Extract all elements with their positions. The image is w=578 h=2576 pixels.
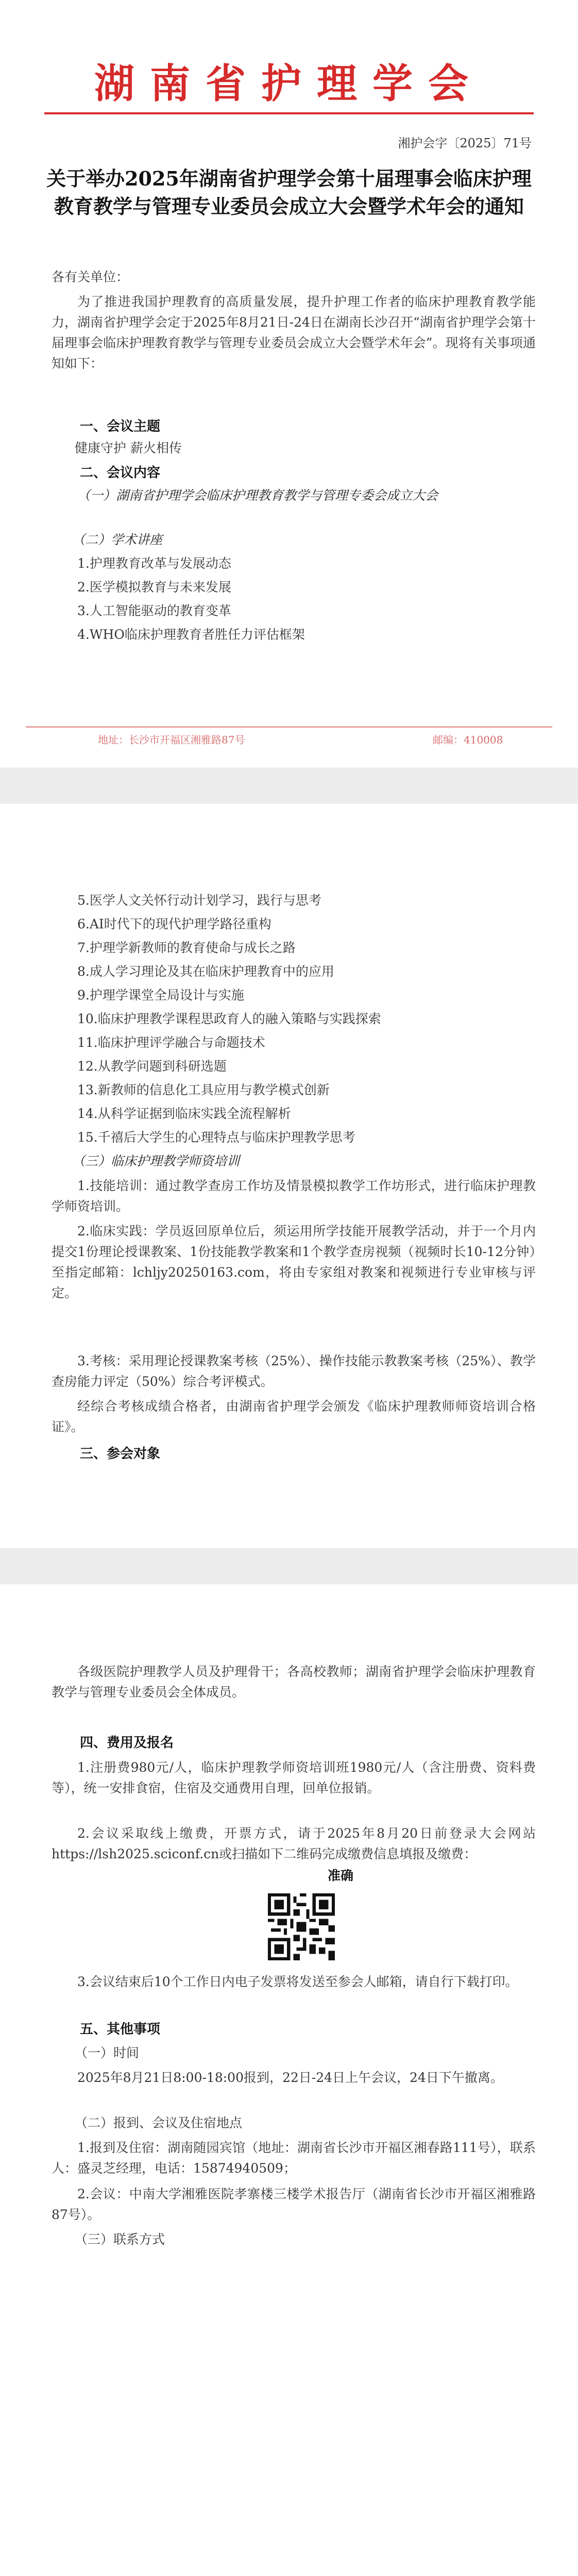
lecture-item: 5.医学人文关怀行动计划学习，践行与思考 [77, 893, 321, 908]
registration-qr-code[interactable] [268, 1893, 335, 1960]
lecture-item: 4.WHO临床护理教育者胜任力评估框架 [77, 627, 305, 642]
fee-item: 3.会议结束后10个工作日内电子发票将发送至参会人邮箱，请自行下载打印。 [77, 1974, 518, 1989]
contact-heading: （三）联系方式 [75, 2232, 165, 2247]
notice-title: 关于举办2025年湖南省护理学会第十届理事会临床护理教育教学与管理专业委员会成立大会暨学术年会的通知 [46, 167, 532, 218]
training-item: 2.临床实践：学员返回原单位后，须运用所学技能开展教学活动，并于一个月内提交1份理论授课教案、1份技能教学教案和1个教学查房视频（视频时长10-12分钟）至指定邮箱：lchljy20250163.com，将由专家组对教案和视频进行专业审核与评定。 [52, 1224, 536, 1300]
training-item: 3.考核：采用理论授课教案考核（25%）、操作技能示教教案考核（25%）、教学查房能力评定（50%）综合考评模式。 [52, 1353, 536, 1389]
footer-address: 地址：长沙市开福区湘雅路87号 [98, 734, 245, 746]
document-number: 湘护会字〔2025〕71号 [398, 136, 532, 150]
section-heading-other: 五、其他事项 [80, 2022, 161, 2037]
intro-paragraph: 为了推进我国护理教育的高质量发展，提升护理工作者的临床护理教育教学能力，湖南省护理学会定于2025年8月21日-24日在湖南长沙召开“湖南省护理学会第十届理事会临床护理教育教学与管理专业委员会成立大会暨学术年会”。现将有关事项通知如下： [52, 294, 536, 371]
lecture-item: 14.从科学证据到临床实践全流程解析 [77, 1106, 291, 1121]
document-page-1 [0, 0, 578, 768]
emphasis-word: 准确 [328, 1868, 354, 1883]
time-text: 2025年8月21日8:00-18:00报到，22日-24日上午会议，24日下午撤离。 [77, 2070, 503, 2085]
lecture-item: 12.从教学问题到科研选题 [77, 1059, 227, 1074]
lecture-item: 7.护理学新教师的教育使命与成长之路 [77, 940, 296, 955]
lecture-item: 13.新教师的信息化工具应用与教学模式创新 [77, 1082, 330, 1097]
training-item: 经综合考核成绩合格者，由湖南省护理学会颁发《临床护理教师师资培训合格证》。 [52, 1399, 536, 1434]
place-heading: （二）报到、会议及住宿地点 [75, 2115, 243, 2130]
lecture-item: 6.AI时代下的现代护理学路径重构 [77, 917, 271, 931]
footer-rule [26, 726, 552, 727]
time-heading: （一）时间 [75, 2045, 140, 2060]
lecture-item: 8.成人学习理论及其在临床护理教育中的应用 [77, 964, 334, 979]
qr-code-icon [268, 1893, 335, 1960]
lecture-item: 1.护理教育改革与发展动态 [77, 556, 231, 571]
place-item: 1.报到及住宿：湖南随园宾馆（地址：湖南省长沙市开福区湘春路111号），联系人：盛灵芝经理，电话：15874940509； [52, 2140, 536, 2176]
lecture-item: 11.临床护理评学融合与命题技术 [77, 1035, 265, 1050]
lecture-item: 15.千禧后大学生的心理特点与临床护理教学思考 [77, 1130, 355, 1145]
attendees-text: 各级医院护理教学人员及护理骨干；各高校教师；湖南省护理学会临床护理教育教学与管理专业委员会全体成员。 [52, 1664, 536, 1700]
part2-heading: （二）学术讲座 [72, 532, 163, 547]
lecture-item: 10.临床护理教学课程思政育人的融入策略与实践探索 [77, 1011, 381, 1026]
section-heading-fees: 四、费用及报名 [80, 1735, 174, 1751]
salutation: 各有关单位： [52, 269, 129, 284]
section-heading-attendees: 三、参会对象 [80, 1446, 161, 1462]
section-heading-theme: 一、会议主题 [80, 419, 161, 434]
fee-item: 2.会议采取线上缴费，开票方式，请于2025年8月20日前登录大会网站https://lsh2025.sciconf.cn或扫描如下二维码完成缴费信息填报及缴费： [52, 1826, 536, 1861]
place-item: 2.会议：中南大学湘雅医院孝寨楼三楼学术报告厅（湖南省长沙市开福区湘雅路87号）。 [52, 2187, 536, 2222]
document-page-3 [0, 1584, 578, 2576]
section-heading-content: 二、会议内容 [80, 465, 161, 481]
header-red-rule [44, 112, 534, 114]
document-page-2 [0, 804, 578, 1548]
lecture-item: 3.人工智能驱动的教育变革 [77, 603, 231, 618]
part1-heading: （一）湖南省护理学会临床护理教育教学与管理专委会成立大会 [77, 488, 438, 503]
footer-postcode: 邮编：410008 [433, 734, 503, 746]
fee-item: 1.注册费980元/人，临床护理教学师资培训班1980元/人（含注册费、资料费等），统一安排食宿，住宿及交通费用自理，回单位报销。 [52, 1760, 536, 1795]
lecture-item: 2.医学模拟教育与未来发展 [77, 580, 231, 595]
theme-text: 健康守护 薪火相传 [75, 440, 182, 455]
training-item: 1.技能培训：通过教学查房工作坊及情景模拟教学工作坊形式，进行临床护理教学师资培训。 [52, 1178, 536, 1214]
org-header-title: 湖南省护理学会 [94, 60, 484, 107]
part3-heading: （三）临床护理教学师资培训 [72, 1154, 240, 1168]
lecture-item: 9.护理学课堂全局设计与实施 [77, 988, 244, 1003]
